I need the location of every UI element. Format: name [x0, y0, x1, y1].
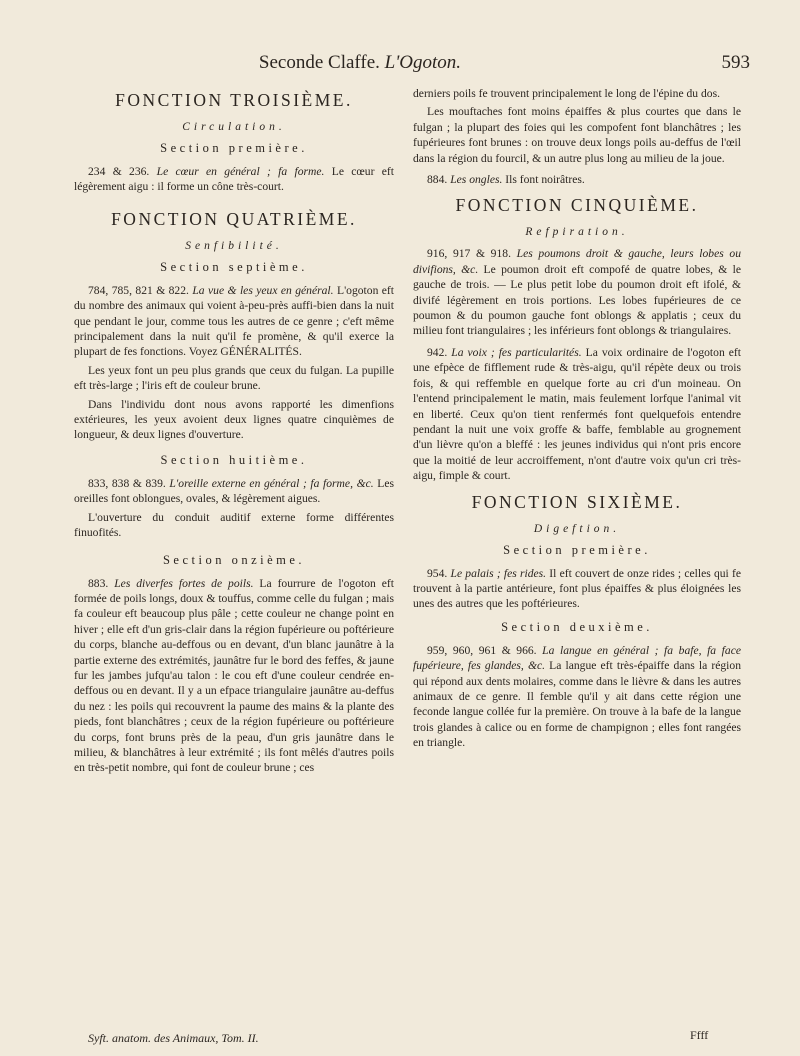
fonction-subheading: Digeftion.: [533, 522, 621, 535]
fonction-subheading: Circulation.: [182, 121, 286, 133]
paragraph: L'ouverture du conduit auditif externe forme différentes finuofités.: [74, 510, 394, 540]
running-title-text: Seconde Claffe.: [258, 52, 380, 73]
paragraph: Les yeux font un peu plus grands que ceux du fulgan. La pupille eft très-large ; l'iris eft de couleur brune.: [74, 363, 394, 393]
right-column: [413, 86, 741, 754]
paragraph: 883. Les diverfes fortes de poils. La fourrure de l'ogoton eft formée de poils longs, doux & touffus, comme celle du fulgan ; mais fa couleur eft beaucoup plus pâle ; cette couleur ne change point en hiver ; elle eft d'un gris-clair dans la région fupérieure ou poftérieure du corps, blanche au-deffous ou en devant, d'un blanc jaunâtre à la partie externe des extrémités, jaunâtre fur le bord des feffes, & jaune fur les jambes jufqu'au talon : le cou eft d'une couleur cendrée en-deffous ou en devant. Il y a un efpace triangulaire jaunâtre au-deffus du nez : les poils qui recouvrent la paume des mains & la plante des pieds, font blanchâtres ; ceux de la région fupérieure ou poftérieure du corps, font bruns près de la peau, d'un gris jaunâtre dans le milieu, & blanchâtres à leur extrémité ; ils font mêlés d'autres poils en très-petit nombre, qui font de couleur brune ; ces: [74, 576, 394, 775]
paragraph: 959, 960, 961 & 966. La langue en général ; fa bafe, fa face fupérieure, fes glandes, &c. La langue eft très-épaiffe dans la région qui répond aux dents molaires, comme dans le lièvre & dans les autres animaux de ce genre. Il femble qu'il y ait dans cette région une feconde langue collée fur la première. On trouve à la bafe de la langue trois glandes à calice ou en forme de champignon ; elles font rangées en triangle.: [413, 643, 741, 750]
paragraph: Les mouftaches font moins épaiffes & plus courtes que dans le fulgan ; la plupart des foies qui les compofent font blanchâtres ; les fupérieures font brunes : on trouve deux longs poils au-deffus de l'œil dans la région du fourcil, & un autre plus long au milieu de la joue.: [413, 105, 741, 165]
fonction-heading: FONCTION TROISIÈME.: [115, 90, 353, 110]
running-title-italic: L'Ogoton.: [384, 52, 462, 73]
paragraph: 784, 785, 821 & 822. La vue & les yeux en général. L'ogoton eft du nombre des animaux qui voient à-peu-près auffi-bien dans la nuit que pendant le jour, comme tous les autres de ce genre ; c'eft même principalement dans la nuit qu'il fe promène, & qu'il exerce la plupart de fes fonctions. Voyez GÉNÉRALITÉS.: [74, 283, 395, 359]
section-heading: Section première.: [160, 141, 308, 155]
paragraph: 884. Les ongles. Ils font noirâtres.: [427, 173, 585, 187]
paragraph: 833, 838 & 839. L'oreille externe en général ; fa forme, &c. Les oreilles font oblongues, ovales, & légèrement aigues.: [74, 476, 394, 506]
paragraph: 234 & 236. Le cœur en général ; fa forme. Le cœur eft légèrement aigu : il forme un cône très-court.: [74, 165, 394, 194]
section-heading: Section première.: [503, 542, 651, 557]
paragraph: derniers poils fe trouvent principalement le long de l'épine du dos.: [413, 87, 720, 100]
fonction-heading: FONCTION QUATRIÈME.: [111, 208, 357, 229]
paragraph: 942. La voix ; fes particularités. La voix ordinaire de l'ogoton eft une efpèce de fifflement rude & très-aigu, qu'il répète deux ou trois fois, & qui reffemble en quelque forte au cri d'un moineau. On l'entend principalement le matin, mais feulement lorfque l'animal vit en liberté. Ceux qu'on tient renfermés font quelquefois entendre pendant la nuit une voix groffe & baffe, femblable au grognement d'un lièvre qu'on a bleffé : les jeunes individus qui n'ont pris encore que la moitié de leur accroiffement, n'ont d'autre voix qu'un cri très-aigu, fimple & court.: [413, 345, 741, 483]
section-heading: Section septième.: [160, 259, 308, 274]
signature-line: Syft. anatom. des Animaux, Tom. II.: [88, 1031, 259, 1045]
section-heading: Section deuxième.: [501, 619, 653, 634]
running-head: [60, 52, 750, 82]
page-number: 593: [721, 52, 750, 73]
paragraph: 916, 917 & 918. Les poumons droit & gauche, leurs lobes ou divifions, &c. Le poumon droit eft compofé de quatre lobes, & le gauche de trois. — Le plus petit lobe du poumon droit eft ifolé, & divifé légèrement en trois portions. Les lobes fupérieures de ce poumon & du poumon gauche font oblongs & applatis ; ceux du milieu font triangulaires ; les inférieurs font oblongs & triangulaires.: [413, 247, 742, 338]
running-title: [60, 52, 660, 74]
paragraph: 954. Le palais ; fes rides. Il eft couvert de onze rides ; celles qui fe trouvent à la partie antérieure, font plus épaiffes & plus éloignées les unes des autres que les poftérieures.: [413, 566, 741, 611]
fonction-subheading: Refpiration.: [525, 226, 629, 239]
section-heading: Section onzième.: [162, 552, 306, 567]
section-heading: Section huitième.: [160, 452, 308, 467]
paragraph: Dans l'individu dont nous avons rapporté les dimenfions extérieures, les yeux avoient deux lignes quatre cinquièmes de longueur, & deux lignes d'ouverture.: [74, 397, 394, 442]
sheet-signature: Ffff: [690, 1028, 709, 1042]
fonction-heading: FONCTION CINQUIÈME.: [455, 195, 699, 216]
fonction-subheading: Senfibilité.: [185, 239, 283, 252]
left-column: [74, 86, 394, 779]
fonction-heading: FONCTION SIXIÈME.: [471, 491, 683, 512]
